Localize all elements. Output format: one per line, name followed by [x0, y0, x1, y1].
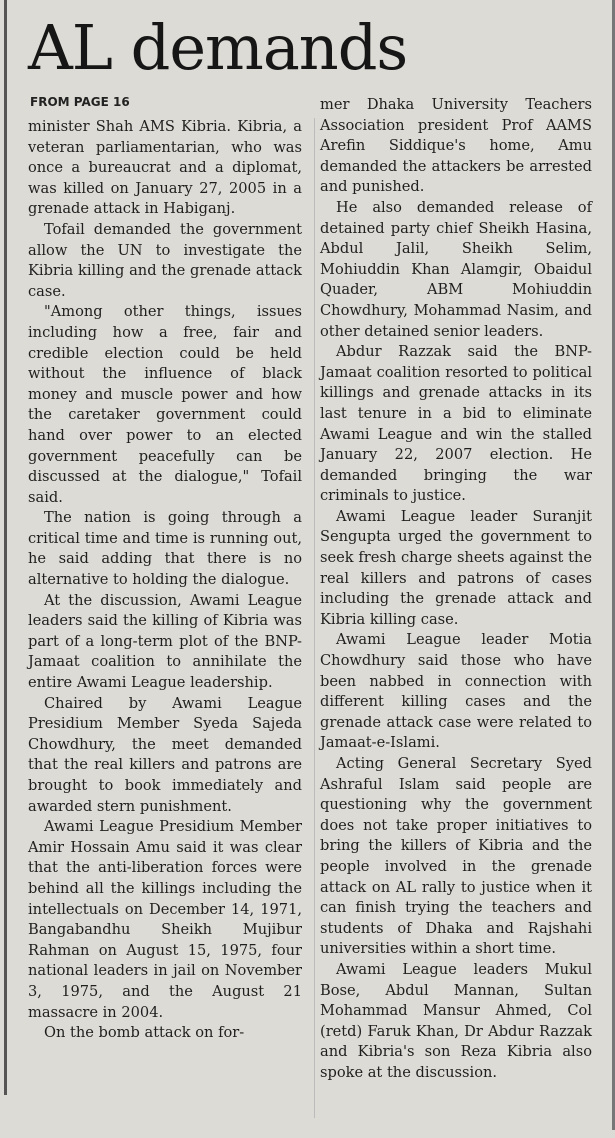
left-border-rule [4, 0, 7, 1095]
right-paragraph-5: Awami League leader Motia Chowdhury said those who have been nabbed in connection with different killing cases and the grenade attack case were related to Jamaat-e-Islami. [320, 631, 592, 752]
left-paragraph-2: Tofail demanded the government allow the UN to investigate the Kibria killing and the grenade attack case. [28, 220, 302, 300]
right-paragraph-3: Abdur Razzak said the BNP-Jamaat coalition resorted to political killings and grenade attacks in its last tenure in a bid to eliminate Awami League and win the stalled January 22, 2007 election. He demanded bringing the war criminals to justice. [320, 343, 592, 505]
right-paragraph-4: Awami League leader Suranjit Sengupta urged the government to seek fresh charge sheets against the real killers and patrons of cases including the grenade attack and Kibria killing case. [320, 507, 592, 628]
column-divider [314, 118, 315, 1118]
left-paragraph-4: The nation is going through a critical time and time is running out, he said adding that there is no alternative to holding the dialogue. [28, 509, 302, 589]
left-paragraph-6: Chaired by Awami League Presidium Member Syeda Sajeda Chowdhury, the meet demanded that the real killers and patrons are brought to book immediately and awarded stern punishment. [28, 694, 302, 815]
right-paragraph-6: Acting General Secretary Syed Ashraful Islam said people are questioning why the government does not take proper initiatives to bring the killers of Kibria and the people involved in the grenade attack on AL rally to justice when it can finish trying the teachers and students of Dhaka and Rajshahi universities within a short time. [320, 755, 592, 958]
left-paragraph-8: On the bomb attack on for- [44, 1024, 245, 1042]
right-paragraph-7: Awami League leaders Mukul Bose, Abdul Mannan, Sultan Mohammad Mansur Ahmed, Col (retd) Faruk Khan, Dr Abdur Razzak and Kibria's son Reza Kibria also spoke at the discussion. [320, 960, 592, 1081]
left-paragraph-5: At the discussion, Awami League leaders said the killing of Kibria was part of a long-term plot of the BNP-Jamaat coalition to annihilate the entire Awami League leadership. [28, 591, 302, 692]
right-paragraph-1: mer Dhaka University Teachers Association president Prof AAMS Arefin Siddique's home, Amu demanded the attackers be arrested and punished. [320, 96, 592, 196]
left-paragraph-7: Awami League Presidium Member Amir Hossain Amu said it was clear that the anti-liberation forces were behind all the killings including the intellectuals on December 14, 1971, Bangabandhu Sheikh Mujibur Rahman on August 15, 1975, four national leaders in jail on November 3, 1975, and the August 21 massacre in 2004. [28, 818, 302, 1021]
headline: AL demands [28, 11, 408, 84]
right-column [320, 95, 592, 1084]
continuation-label: FROM PAGE 16 [30, 95, 130, 109]
left-paragraph-1: minister Shah AMS Kibria. Kibria, a veteran parliamentarian, who was once a bureaucrat and a diplomat, was killed on January 27, 2005 in a grenade attack in Habiganj. [28, 118, 302, 218]
left-column [28, 117, 302, 1044]
left-paragraph-3: "Among other things, issues including how a free, fair and credible election could be held without the influence of black money and muscle power and how the caretaker government could hand over power to an elected government peacefully can be discussed at the dialogue," Tofail said. [28, 303, 302, 506]
right-paragraph-2: He also demanded release of detained party chief Sheikh Hasina, Abdul Jalil, Sheikh Selim, Mohiuddin Khan Alamgir, Obaidul Quader, ABM Mohiuddin Chowdhury, Mohammad Nasim, and other detained senior leaders. [320, 198, 592, 340]
